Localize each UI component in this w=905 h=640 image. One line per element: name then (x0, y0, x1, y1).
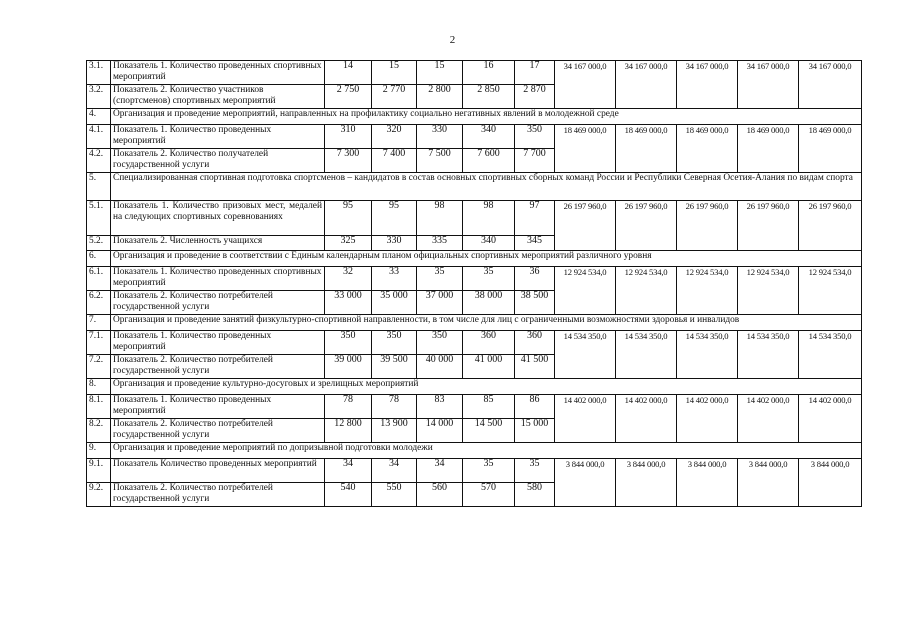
indicator-value: 34 (417, 459, 463, 483)
indicator-value: 350 (372, 331, 417, 355)
indicator-value: 39 000 (325, 355, 372, 379)
funding-amount: 14 402 000,0 (616, 395, 677, 443)
indicator-value: 83 (417, 395, 463, 419)
table-row (87, 459, 862, 483)
indicator-value: 33 (372, 267, 417, 291)
section-row (87, 251, 862, 267)
funding-amount: 26 197 960,0 (677, 201, 738, 251)
row-number: 9.2. (87, 483, 111, 507)
row-number: 8.2. (87, 419, 111, 443)
indicator-value: 85 (463, 395, 515, 419)
indicator-value: 15 (417, 61, 463, 85)
funding-amount: 3 844 000,0 (799, 459, 862, 507)
funding-amount: 18 469 000,0 (677, 125, 738, 173)
table-row (87, 267, 862, 291)
funding-amount: 18 469 000,0 (555, 125, 616, 173)
indicator-name: Показатель 2. Численность учащихся (111, 236, 325, 251)
row-number: 7. (87, 315, 111, 331)
funding-amount: 34 167 000,0 (799, 61, 862, 109)
section-title: Организация и проведение культурно-досуговых и зрелищных мероприятий (111, 379, 862, 395)
funding-amount: 12 924 534,0 (616, 267, 677, 315)
indicator-value: 12 800 (325, 419, 372, 443)
funding-amount: 14 534 350,0 (616, 331, 677, 379)
indicator-value: 35 000 (372, 291, 417, 315)
indicator-value: 14 000 (417, 419, 463, 443)
funding-amount: 34 167 000,0 (738, 61, 799, 109)
indicator-name: Показатель 2. Количество потребителей государственной услуги (111, 419, 325, 443)
indicator-name: Показатель 1. Количество призовых мест, медалей на следующих спортивных соревнованиях (111, 201, 325, 236)
indicator-value: 41 000 (463, 355, 515, 379)
indicator-name: Показатель 2. Количество потребителей государственной услуги (111, 355, 325, 379)
indicator-value: 78 (325, 395, 372, 419)
indicator-value: 97 (515, 201, 555, 236)
indicator-value: 38 000 (463, 291, 515, 315)
funding-amount: 14 402 000,0 (555, 395, 616, 443)
indicator-value: 98 (417, 201, 463, 236)
indicator-value: 360 (463, 331, 515, 355)
indicator-value: 14 500 (463, 419, 515, 443)
funding-amount: 12 924 534,0 (799, 267, 862, 315)
funding-amount: 34 167 000,0 (677, 61, 738, 109)
indicator-value: 39 500 (372, 355, 417, 379)
funding-amount: 34 167 000,0 (616, 61, 677, 109)
funding-amount: 14 402 000,0 (738, 395, 799, 443)
section-row (87, 315, 862, 331)
indicator-value: 320 (372, 125, 417, 149)
row-number: 6.1. (87, 267, 111, 291)
row-number: 4. (87, 109, 111, 125)
indicator-value: 2 850 (463, 85, 515, 109)
indicator-value: 335 (417, 236, 463, 251)
row-number: 4.2. (87, 149, 111, 173)
indicator-value: 360 (515, 331, 555, 355)
funding-amount: 26 197 960,0 (799, 201, 862, 251)
indicator-value: 325 (325, 236, 372, 251)
indicator-value: 33 000 (325, 291, 372, 315)
funding-amount: 12 924 534,0 (677, 267, 738, 315)
indicator-name: Показатель 1. Количество проведенных мероприятий (111, 331, 325, 355)
row-number: 7.1. (87, 331, 111, 355)
indicator-value: 2 800 (417, 85, 463, 109)
funding-amount: 14 534 350,0 (738, 331, 799, 379)
indicator-name: Показатель 1. Количество проведенных спортивных мероприятий (111, 267, 325, 291)
indicator-value: 40 000 (417, 355, 463, 379)
indicator-value: 330 (372, 236, 417, 251)
row-number: 3.1. (87, 61, 111, 85)
table-row (87, 125, 862, 149)
indicator-value: 350 (417, 331, 463, 355)
funding-amount: 3 844 000,0 (738, 459, 799, 507)
indicator-value: 310 (325, 125, 372, 149)
indicator-value: 540 (325, 483, 372, 507)
section-row (87, 443, 862, 459)
funding-amount: 14 402 000,0 (799, 395, 862, 443)
table-row (87, 331, 862, 355)
indicator-value: 340 (463, 125, 515, 149)
indicator-name: Показатель 1. Количество проведенных мероприятий (111, 125, 325, 149)
funding-amount: 18 469 000,0 (738, 125, 799, 173)
funding-amount: 3 844 000,0 (677, 459, 738, 507)
indicator-name: Показатель 2. Количество участников (спортсменов) спортивных мероприятий (111, 85, 325, 109)
indicators-table (86, 60, 862, 507)
indicator-value: 2 750 (325, 85, 372, 109)
row-number: 8. (87, 379, 111, 395)
indicator-value: 550 (372, 483, 417, 507)
section-row (87, 379, 862, 395)
indicator-value: 340 (463, 236, 515, 251)
row-number: 6.2. (87, 291, 111, 315)
funding-amount: 26 197 960,0 (738, 201, 799, 251)
indicator-value: 330 (417, 125, 463, 149)
funding-amount: 14 402 000,0 (677, 395, 738, 443)
indicator-value: 35 (463, 267, 515, 291)
indicator-value: 15 000 (515, 419, 555, 443)
indicator-name: Показатель 2. Количество потребителей государственной услуги (111, 483, 325, 507)
indicator-value: 34 (325, 459, 372, 483)
funding-amount: 14 534 350,0 (799, 331, 862, 379)
indicator-value: 98 (463, 201, 515, 236)
page-number: 2 (449, 34, 456, 46)
indicator-value: 580 (515, 483, 555, 507)
table-row (87, 61, 862, 85)
row-number: 3.2. (87, 85, 111, 109)
funding-amount: 3 844 000,0 (555, 459, 616, 507)
indicator-value: 95 (325, 201, 372, 236)
row-number: 8.1. (87, 395, 111, 419)
indicator-value: 16 (463, 61, 515, 85)
indicator-name: Показатель 1. Количество проведенных спортивных мероприятий (111, 61, 325, 85)
indicator-value: 36 (515, 267, 555, 291)
indicator-value: 7 700 (515, 149, 555, 173)
indicator-value: 78 (372, 395, 417, 419)
funding-amount: 18 469 000,0 (799, 125, 862, 173)
indicator-value: 17 (515, 61, 555, 85)
funding-amount: 34 167 000,0 (555, 61, 616, 109)
indicator-value: 35 (463, 459, 515, 483)
indicator-value: 14 (325, 61, 372, 85)
row-number: 9. (87, 443, 111, 459)
section-title: Организация и проведение занятий физкультурно-спортивной направленности, в том числе для лиц с ограниченными возможностями здоровья и инвалидов (111, 315, 862, 331)
indicator-value: 560 (417, 483, 463, 507)
table-row (87, 201, 862, 236)
row-number: 5.1. (87, 201, 111, 236)
row-number: 5. (87, 173, 111, 201)
indicator-value: 345 (515, 236, 555, 251)
indicator-value: 35 (515, 459, 555, 483)
indicator-value: 2 870 (515, 85, 555, 109)
section-row (87, 173, 862, 201)
table-row (87, 395, 862, 419)
indicator-value: 95 (372, 201, 417, 236)
indicator-value: 2 770 (372, 85, 417, 109)
indicator-value: 7 600 (463, 149, 515, 173)
funding-amount: 26 197 960,0 (555, 201, 616, 251)
indicator-value: 41 500 (515, 355, 555, 379)
indicator-name: Показатель 2. Количество потребителей государственной услуги (111, 291, 325, 315)
indicator-value: 7 400 (372, 149, 417, 173)
row-number: 9.1. (87, 459, 111, 483)
row-number: 6. (87, 251, 111, 267)
funding-amount: 14 534 350,0 (555, 331, 616, 379)
indicator-value: 86 (515, 395, 555, 419)
indicator-value: 35 (417, 267, 463, 291)
indicator-value: 350 (515, 125, 555, 149)
indicator-name: Показатель 2. Количество получателей государственной услуги (111, 149, 325, 173)
indicator-value: 15 (372, 61, 417, 85)
funding-amount: 26 197 960,0 (616, 201, 677, 251)
funding-amount: 14 534 350,0 (677, 331, 738, 379)
funding-amount: 12 924 534,0 (555, 267, 616, 315)
indicator-value: 7 500 (417, 149, 463, 173)
indicator-value: 13 900 (372, 419, 417, 443)
section-title: Специализированная спортивная подготовка спортсменов – кандидатов в состав основных спортивных сборных команд России и Республики Северная Осетия-Алания по видам спорта (111, 173, 862, 201)
indicator-value: 37 000 (417, 291, 463, 315)
indicator-value: 7 300 (325, 149, 372, 173)
indicator-value: 32 (325, 267, 372, 291)
section-title: Организация и проведение мероприятий, направленных на профилактику социально негативных явлений в молодежной среде (111, 109, 862, 125)
funding-amount: 3 844 000,0 (616, 459, 677, 507)
row-number: 5.2. (87, 236, 111, 251)
indicator-name: Показатель 1. Количество проведенных мероприятий (111, 395, 325, 419)
table-body (87, 61, 862, 507)
section-title: Организация и проведение мероприятий по допризывной подготовки молодежи (111, 443, 862, 459)
indicator-value: 38 500 (515, 291, 555, 315)
indicator-value: 34 (372, 459, 417, 483)
section-title: Организация и проведение в соответствии с Единым календарным планом официальных спортивных мероприятий различного уровня (111, 251, 862, 267)
row-number: 7.2. (87, 355, 111, 379)
funding-amount: 18 469 000,0 (616, 125, 677, 173)
funding-amount: 12 924 534,0 (738, 267, 799, 315)
indicator-value: 570 (463, 483, 515, 507)
indicator-name: Показатель Количество проведенных мероприятий (111, 459, 325, 483)
section-row (87, 109, 862, 125)
indicator-value: 350 (325, 331, 372, 355)
row-number: 4.1. (87, 125, 111, 149)
